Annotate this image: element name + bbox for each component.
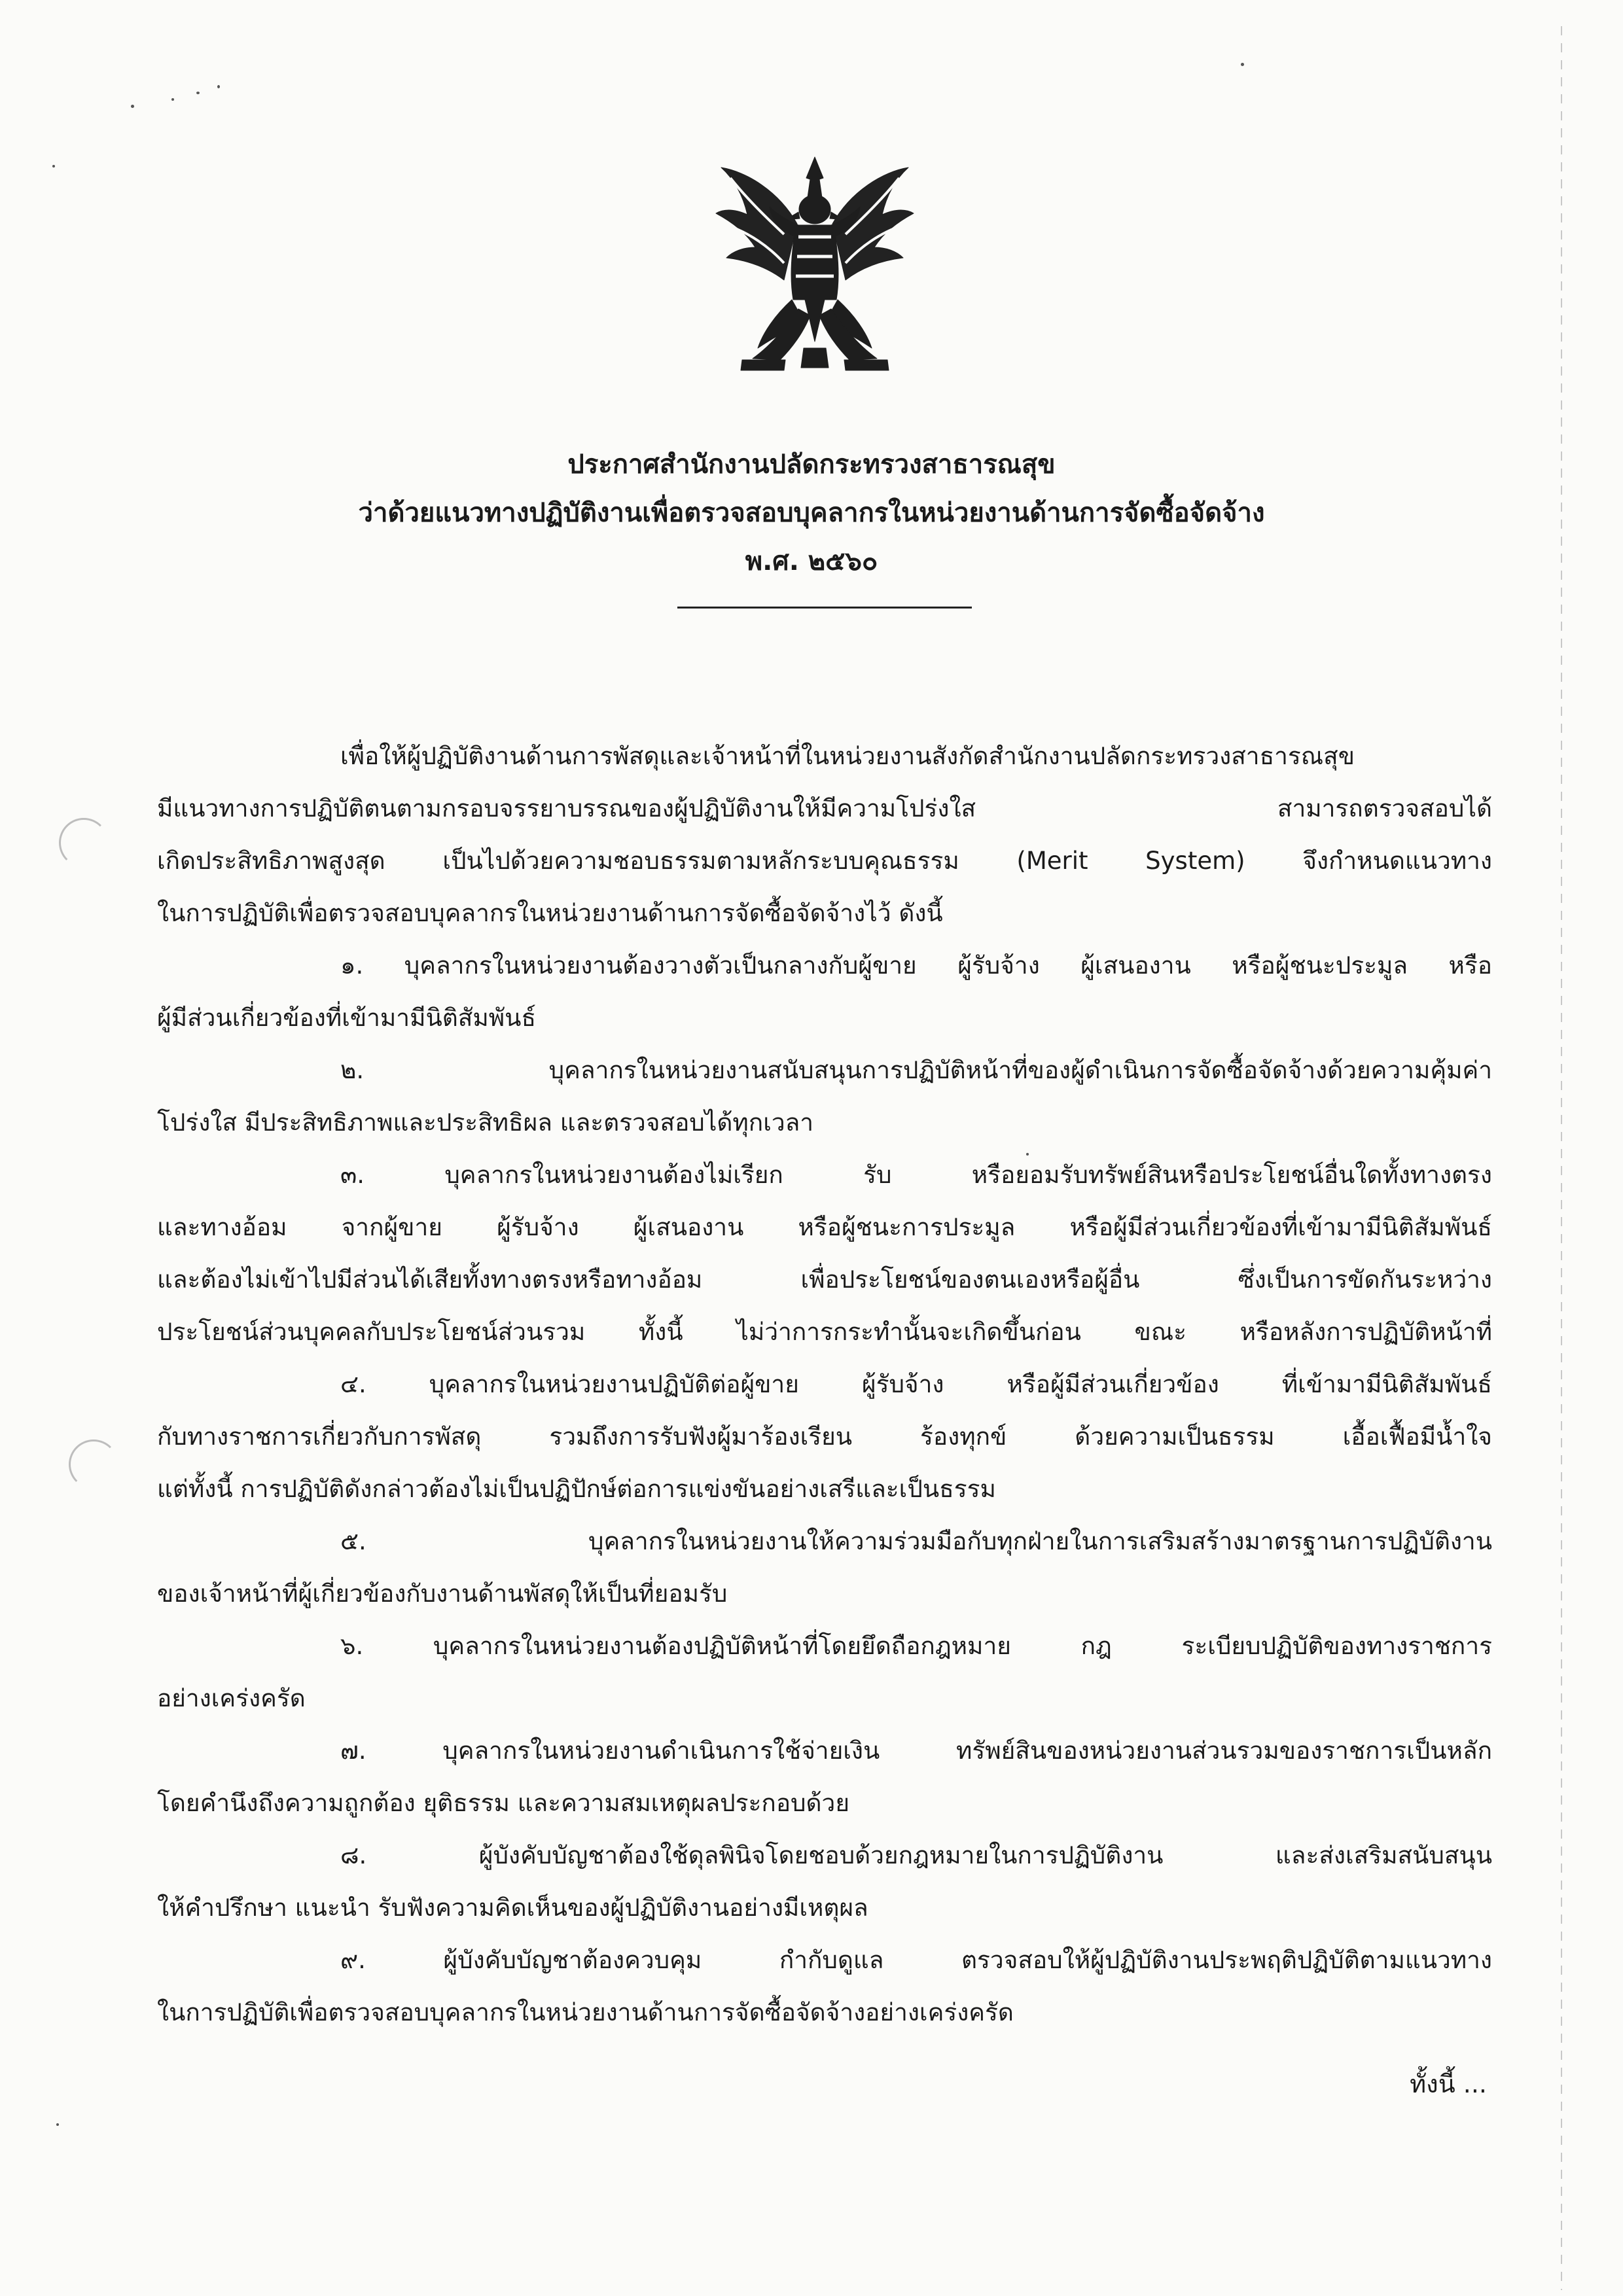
body-line: ๒. บุคลากรในหน่วยงานสนับสนุนการปฏิบัติหน้าที่ของผู้ดำเนินการจัดซื้อจัดจ้างด้วยความคุ้มค่า — [340, 1056, 1492, 1084]
body-line: ประโยชน์ส่วนบุคคลกับประโยชน์ส่วนรวม ทั้งนี้ ไม่ว่าการกระทำนั้นจะเกิดขึ้นก่อน ขณะ หรือหลังการปฏิบัติหน้าที่ — [157, 1318, 1492, 1346]
body-line: ๖. บุคลากรในหน่วยงานต้องปฏิบัติหน้าที่โดยยึดถือกฎหมาย กฎ ระเบียบปฏิบัติของทางราชการ — [340, 1632, 1492, 1660]
title-divider — [677, 607, 972, 609]
body-line: และต้องไม่เข้าไปมีส่วนได้เสียทั้งทางตรงหรือทางอ้อม เพื่อประโยชน์ของตนเองหรือผู้อื่น ซึ่งเป็นการขัดกันระหว่าง — [157, 1265, 1492, 1294]
garuda-emblem-icon — [707, 152, 923, 387]
scan-speck — [131, 105, 134, 108]
body-line: แต่ทั้งนี้ การปฏิบัติดังกล่าวต้องไม่เป็นปฏิปักษ์ต่อการแข่งขันอย่างเสรีและเป็นธรรม — [157, 1475, 996, 1503]
body-line: เกิดประสิทธิภาพสูงสุด เป็นไปด้วยความชอบธรรมตามหลักระบบคุณธรรม (Merit System) จึงกำหนดแนวทาง — [157, 847, 1492, 875]
body-line: ๓. บุคลากรในหน่วยงานต้องไม่เรียก รับ หรือยอมรับทรัพย์สินหรือประโยชน์อื่นใดทั้งทางตรง — [340, 1161, 1492, 1189]
document-title: ประกาศสำนักงานปลัดกระทรวงสาธารณสุข — [567, 450, 1056, 480]
body-line: ของเจ้าหน้าที่ผู้เกี่ยวข้องกับงานด้านพัสดุให้เป็นที่ยอมรับ — [157, 1580, 728, 1608]
scan-speck — [217, 85, 220, 88]
body-line: และทางอ้อม จากผู้ขาย ผู้รับจ้าง ผู้เสนองาน หรือผู้ชนะการประมูล หรือผู้มีส่วนเกี่ยวข้องที่เข้ามามีนิติสัมพันธ์ — [157, 1213, 1492, 1241]
body-line: ในการปฏิบัติเพื่อตรวจสอบบุคลากรในหน่วยงานด้านการจัดซื้อจัดจ้างอย่างเคร่งครัด — [157, 1998, 1014, 2026]
scan-speck — [52, 165, 55, 168]
scan-speck — [171, 98, 174, 101]
body-line: ในการปฏิบัติเพื่อตรวจสอบบุคลากรในหน่วยงานด้านการจัดซื้อจัดจ้างไว้ ดังนี้ — [157, 899, 943, 927]
body-line: ๗. บุคลากรในหน่วยงานดำเนินการใช้จ่ายเงิน ทรัพย์สินของหน่วยงานส่วนรวมของราชการเป็นหลัก — [340, 1737, 1492, 1765]
scan-edge-line — [1561, 26, 1562, 2290]
body-line: โดยคำนึงถึงความถูกต้อง ยุติธรรม และความสมเหตุผลประกอบด้วย — [157, 1789, 850, 1817]
body-line: ๔. บุคลากรในหน่วยงานปฏิบัติต่อผู้ขาย ผู้รับจ้าง หรือผู้มีส่วนเกี่ยวข้อง ที่เข้ามามีนิติสัมพันธ์ — [340, 1370, 1492, 1398]
punch-hole-mark — [69, 1439, 118, 1489]
body-line: ๙. ผู้บังคับบัญชาต้องควบคุม กำกับดูแล ตรวจสอบให้ผู้ปฏิบัติงานประพฤติปฏิบัติตามแนวทาง — [340, 1946, 1492, 1974]
scan-speck — [1026, 1153, 1029, 1156]
body-line: เพื่อให้ผู้ปฏิบัติงานด้านการพัสดุและเจ้าหน้าที่ในหน่วยงานสังกัดสำนักงานปลัดกระทรวงสาธารณสุข — [340, 742, 1355, 770]
document-subtitle: ว่าด้วยแนวทางปฏิบัติงานเพื่อตรวจสอบบุคลากรในหน่วยงานด้านการจัดซื้อจัดจ้าง — [358, 498, 1265, 528]
scan-speck — [1241, 63, 1244, 66]
body-line: ผู้มีส่วนเกี่ยวข้องที่เข้ามามีนิติสัมพันธ์ — [157, 1004, 537, 1032]
body-line: โปร่งใส มีประสิทธิภาพและประสิทธิผล และตรวจสอบได้ทุกเวลา — [157, 1108, 814, 1137]
body-line: ๑. บุคลากรในหน่วยงานต้องวางตัวเป็นกลางกับผู้ขาย ผู้รับจ้าง ผู้เสนองาน หรือผู้ชนะประมูล หรือ — [340, 951, 1492, 980]
body-line: มีแนวทางการปฏิบัติตนตามกรอบจรรยาบรรณของผู้ปฏิบัติงานให้มีความโปร่งใส สามารถตรวจสอบได้ — [157, 794, 1492, 822]
body-line: อย่างเคร่งครัด — [157, 1684, 306, 1712]
punch-hole-mark — [59, 818, 109, 868]
continuation-marker: ทั้งนี้ ... — [1410, 2070, 1487, 2098]
scan-speck — [196, 92, 200, 94]
scan-speck — [56, 2123, 59, 2126]
body-line: ๕. บุคลากรในหน่วยงานให้ความร่วมมือกับทุกฝ่ายในการเสริมสร้างมาตรฐานการปฏิบัติงาน — [340, 1527, 1492, 1555]
body-line: ให้คำปรึกษา แนะนำ รับฟังความคิดเห็นของผู้ปฏิบัติงานอย่างมีเหตุผล — [157, 1894, 868, 1922]
document-year: พ.ศ. ๒๕๖๐ — [745, 546, 878, 576]
body-line: กับทางราชการเกี่ยวกับการพัสดุ รวมถึงการรับฟังผู้มาร้องเรียน ร้องทุกข์ ด้วยความเป็นธรรม เอื้อเฟื้อมีน้ำใจ — [157, 1422, 1492, 1451]
body-line: ๘. ผู้บังคับบัญชาต้องใช้ดุลพินิจโดยชอบด้วยกฎหมายในการปฏิบัติงาน และส่งเสริมสนับสนุน — [340, 1841, 1492, 1869]
